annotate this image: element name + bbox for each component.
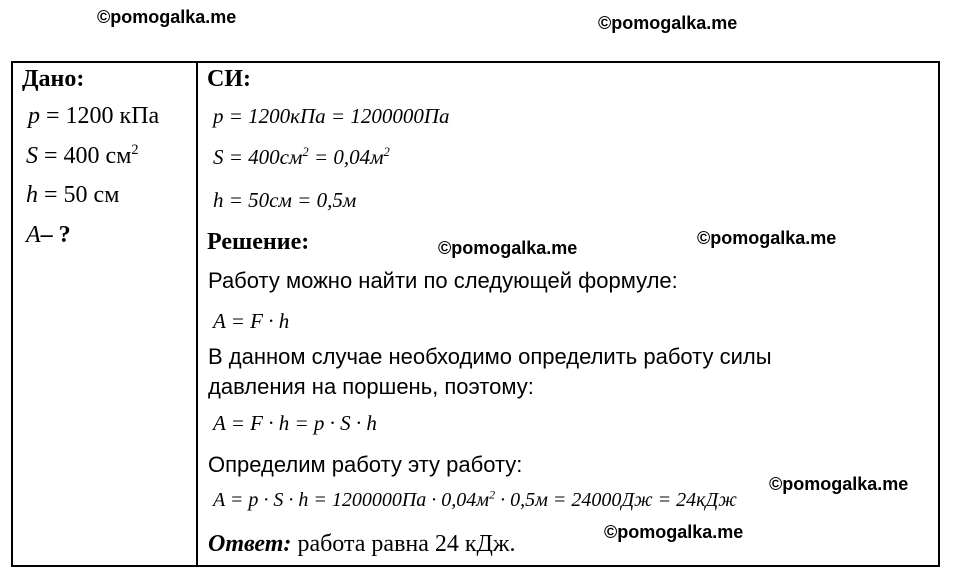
- given-a: [26, 222, 71, 249]
- answer-label: Ответ:: [208, 531, 292, 557]
- watermark: ©pomogalka.me: [438, 238, 578, 258]
- watermark: ©pomogalka.me: [769, 474, 909, 494]
- si-line-s: [213, 145, 390, 170]
- solution-title: Решение:: [207, 229, 310, 255]
- column-divider: [196, 61, 198, 567]
- answer: [208, 531, 516, 558]
- var-p: p: [28, 103, 40, 129]
- var-s: S: [26, 143, 38, 169]
- formula-3: [213, 489, 737, 512]
- given-title: Дано:: [22, 66, 85, 92]
- given-p-value: = 1200 кПа: [40, 103, 160, 129]
- formula-3-exponent: 2: [489, 487, 496, 502]
- given-a-unknown: – ?: [40, 222, 71, 248]
- solution-text-2b: давления на поршень, поэтому:: [208, 374, 534, 399]
- si-line-h: h = 50см = 0,5м: [213, 188, 357, 212]
- answer-text: работа равна 24 кДж.: [291, 531, 516, 557]
- given-s-value: = 400 см: [38, 143, 132, 169]
- given-h: [26, 182, 119, 209]
- formula-1: A = F · h: [213, 309, 290, 333]
- var-h: h: [26, 182, 38, 208]
- given-p: [28, 103, 159, 130]
- given-s: [26, 143, 139, 170]
- formula-2: A = F · h = p · S · h: [213, 411, 377, 435]
- watermark: ©pomogalka.me: [598, 13, 738, 33]
- watermark: ©pomogalka.me: [97, 7, 237, 27]
- given-s-exponent: 2: [131, 142, 139, 158]
- si-title: СИ:: [207, 66, 251, 92]
- si-s-exp1: 2: [302, 145, 309, 159]
- solution-text-2a: В данном случае необходимо определить работу силы: [208, 344, 772, 369]
- formula-3-part2: · 0,5м = 24000Дж = 24кДж: [495, 489, 737, 511]
- si-s-part1: S = 400см: [213, 145, 303, 169]
- solution-text-1: Работу можно найти по следующей формуле:: [208, 268, 678, 293]
- watermark: ©pomogalka.me: [697, 228, 837, 248]
- formula-3-part1: A = p · S · h = 1200000Па · 0,04м: [213, 489, 490, 511]
- si-line-p: p = 1200кПа = 1200000Па: [213, 104, 450, 128]
- si-s-part2: = 0,04м: [308, 145, 384, 169]
- given-h-value: = 50 см: [38, 182, 120, 208]
- si-s-exp2: 2: [383, 145, 390, 159]
- watermark: ©pomogalka.me: [604, 522, 744, 542]
- var-a: A: [26, 222, 41, 248]
- solution-text-3: Определим работу эту работу:: [208, 452, 523, 477]
